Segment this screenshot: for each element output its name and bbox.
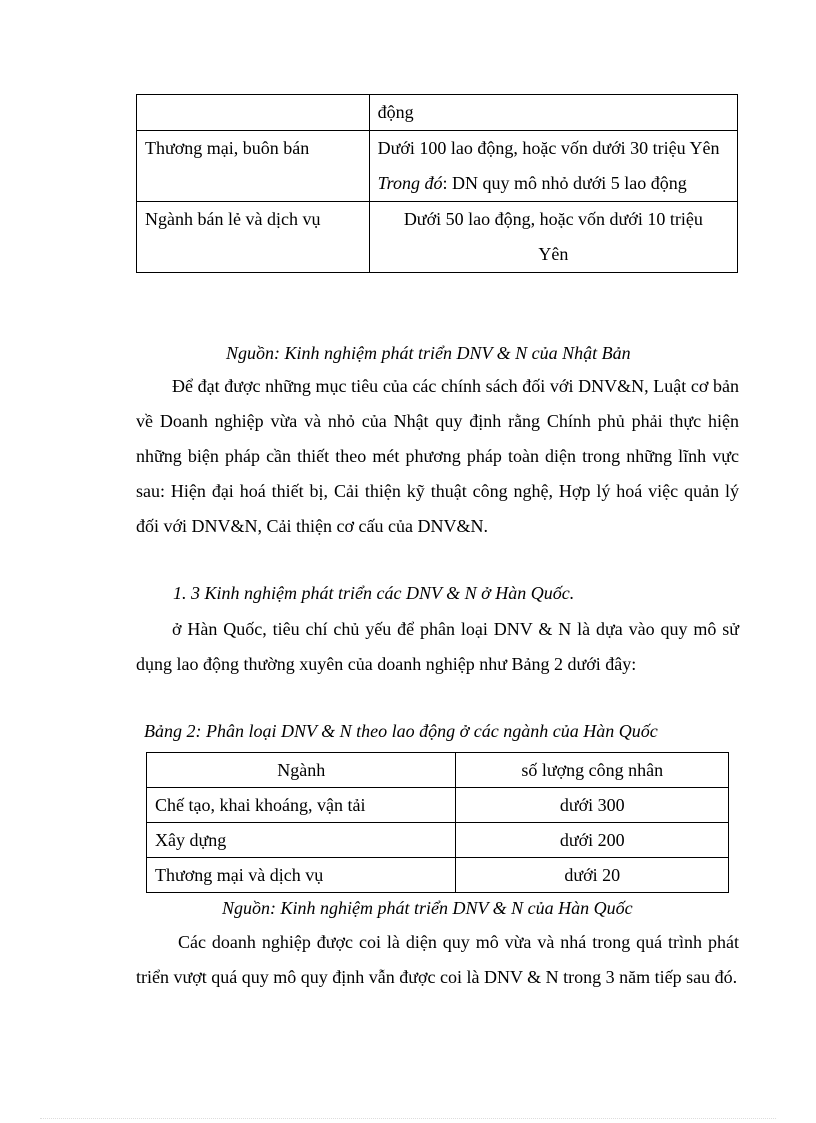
italic-text: Trong đó <box>377 173 443 193</box>
paragraph: Các doanh nghiệp được coi là diện quy mô vừa và nhá trong quá trình phát triển vượt quá quy mô quy định vẫn được coi là DNV & N trong 3 năm tiếp sau đó. <box>136 932 739 987</box>
table-cell: Ngành bán lẻ và dịch vụ <box>137 202 370 273</box>
cell-text: Yên <box>538 244 569 264</box>
table-row <box>137 95 738 131</box>
table-row <box>147 788 729 823</box>
table-cell: Chế tạo, khai khoáng, vận tải <box>147 788 456 823</box>
table-header-row <box>147 753 729 788</box>
table-cell: Thương mại và dịch vụ <box>147 858 456 893</box>
cell-text <box>378 166 729 201</box>
cell-text-rest: : DN quy mô nhỏ dưới 5 lao động <box>442 173 687 193</box>
table-cell: dưới 300 <box>456 788 729 823</box>
japan-classification-table <box>136 94 738 273</box>
paragraph: Để đạt được những mục tiêu của các chính sách đối với DNV&N, Luật cơ bản về Doanh nghiệp vừa và nhỏ của Nhật quy định rằng Chính phủ phải thực hiện những biện pháp cần thiết theo mét phương pháp toàn diện trong những lĩnh vực sau: Hiện đại hoá thiết bị, Cải thiện kỹ thuật công nghệ, Hợp lý hoá việc quản lý đối với DNV&N, Cải thiện cơ cấu của DNV&N. <box>136 376 739 536</box>
table-cell <box>137 95 370 131</box>
table-cell: dưới 20 <box>456 858 729 893</box>
column-header: Ngành <box>147 753 456 788</box>
source-note-korea: Nguồn: Kinh nghiệm phát triển DNV & N của Hàn Quốc <box>222 898 633 918</box>
page-footer-line <box>40 1118 776 1119</box>
table-row <box>137 202 738 273</box>
table-cell <box>369 131 737 202</box>
table-cell: Thương mại, buôn bán <box>137 131 370 202</box>
table-row <box>137 131 738 202</box>
korea-classification-table <box>146 752 729 893</box>
table-caption: Bảng 2: Phân loại DNV & N theo lao động ở các ngành của Hàn Quốc <box>144 721 658 741</box>
table-row <box>147 858 729 893</box>
section-heading: 1. 3 Kinh nghiệm phát triển các DNV & N ở Hàn Quốc. <box>173 583 575 603</box>
paragraph: ở Hàn Quốc, tiêu chí chủ yếu để phân loại DNV & N là dựa vào quy mô sử dụng lao động thường xuyên của doanh nghiệp như Bảng 2 dưới đây: <box>136 619 739 674</box>
cell-text: Dưới 50 lao động, hoặc vốn dưới 10 triệu <box>403 209 703 229</box>
table-cell <box>369 202 737 273</box>
table-row <box>147 823 729 858</box>
table-cell: Xây dựng <box>147 823 456 858</box>
column-header: số lượng công nhân <box>456 753 729 788</box>
table-cell: dưới 200 <box>456 823 729 858</box>
table-cell: động <box>369 95 737 131</box>
cell-text: Dưới 100 lao động, hoặc vốn dưới 30 triệu Yên <box>377 138 720 158</box>
source-note-japan: Nguồn: Kinh nghiệm phát triển DNV & N của Nhật Bản <box>226 343 631 363</box>
